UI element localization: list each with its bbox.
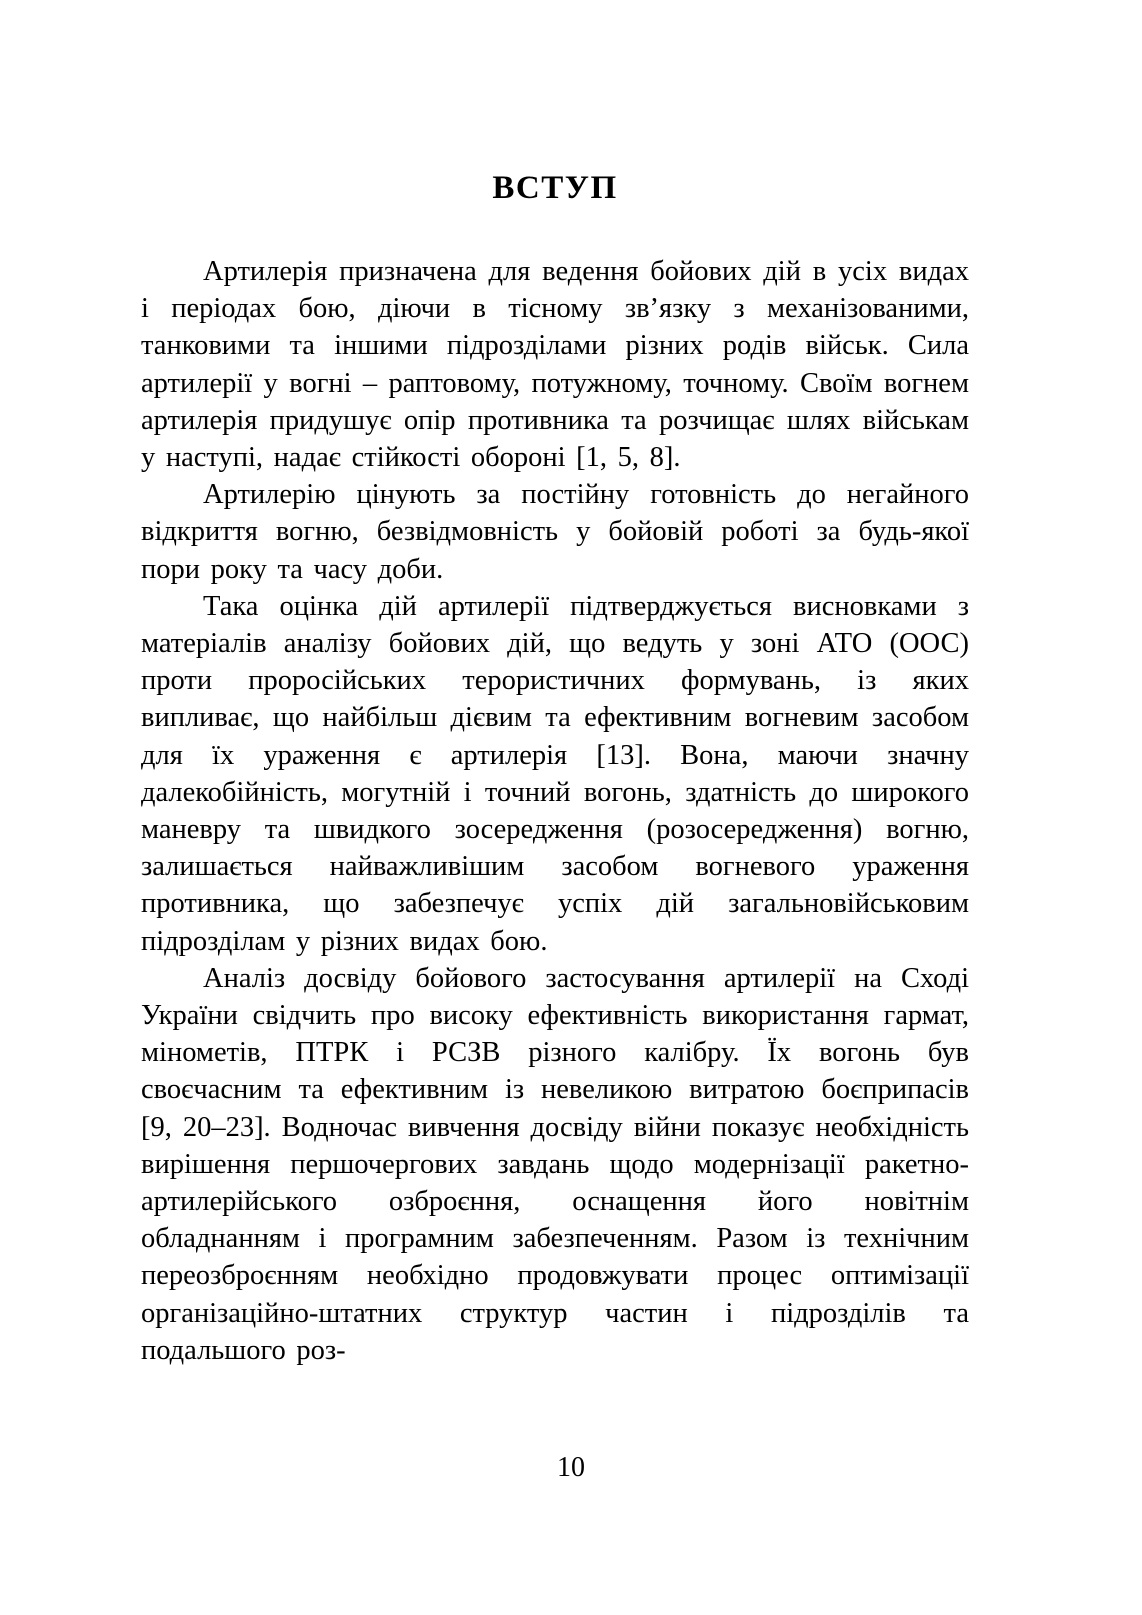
paragraph-2: Артилерію цінують за постійну готовність до негайного відкриття вогню, безвідмовність у бойовій роботі за будь-якої пори року та часу доби. bbox=[141, 479, 969, 585]
page-number: 10 bbox=[557, 1452, 585, 1483]
paragraph-4: Аналіз досвіду бойового застосування артилерії на Сході України свідчить про високу ефективність використання гармат, мінометів, ПТРК і РСЗВ різного калібру. Їх вогонь був своєчасним та ефективним із невеликою витратою боєприпасів [9, 20–23]. Водночас вивчення досвіду війни показує необхідність вирішення першочергових завдань щодо модернізації ракетно-артилерійського озброєння, оснащення його новітнім обладнанням і програмним забезпеченням. Разом із технічним переозброєнням необхідно продовжувати процес оптимізації організаційно-штатних структур частин і підрозділів та подальшого роз- bbox=[141, 962, 969, 1366]
paragraph-1: Артилерія призначена для ведення бойових дій в усіх видах і періодах бою, діючи в тісному зв’язку з механізованими, танковими та іншими підрозділами різних родів військ. Сила артилерії у вогні – раптовому, потужному, точному. Своїм вогнем артилерія придушує опір противника та розчищає шлях військам у наступі, надає стійкості обороні [1, 5, 8]. bbox=[141, 256, 969, 474]
page-title: ВСТУП bbox=[492, 170, 618, 206]
text-block bbox=[141, 170, 969, 1369]
paragraph-3: Така оцінка дій артилерії підтверджується висновками з матеріалів аналізу бойових дій, що ведуть у зоні АТО (ООС) проти проросійських терористичних формувань, із яких випливає, що найбільш дієвим та ефективним вогневим засобом для їх ураження є артилерія [13]. Вона, маючи значну далекобійність, могутній і точний вогонь, здатність до широкого маневру та швидкого зосередження (розосередження) вогню, залишається найважливішим засобом вогневого ураження противника, що забезпечує успіх дій загальновійськовим підрозділам у різних видах бою. bbox=[141, 590, 969, 957]
